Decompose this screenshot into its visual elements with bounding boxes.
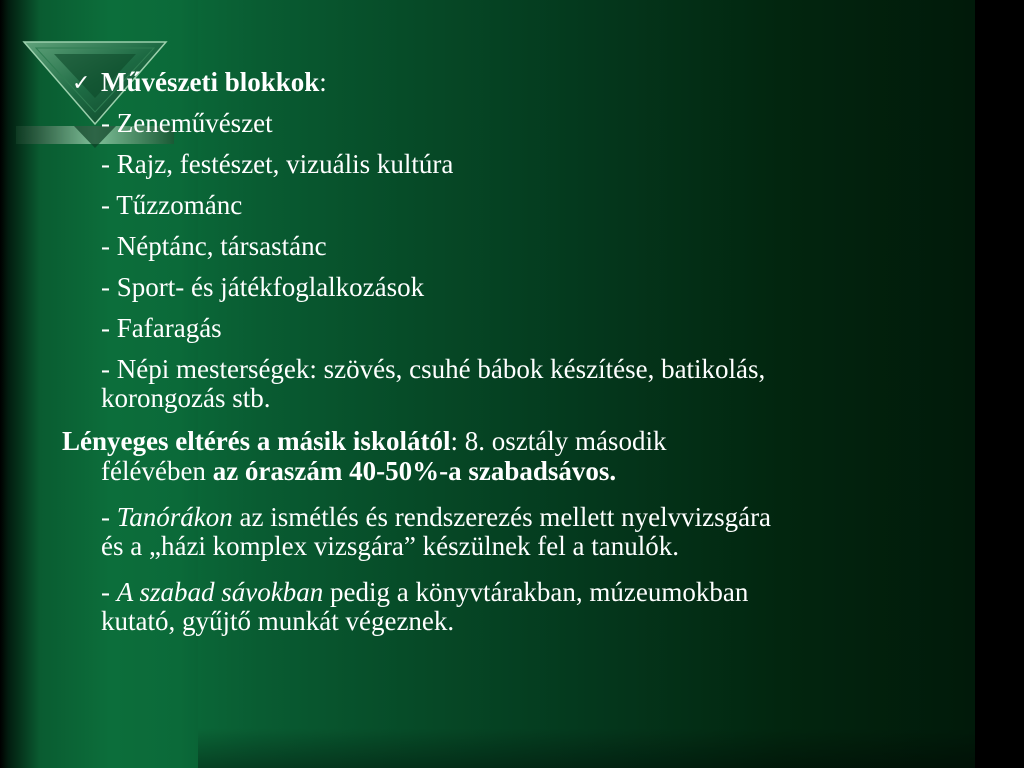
crafts-line-1: - Népi mesterségek: szövés, csuhé bábok készítése, batikolás, (101, 354, 766, 384)
free-bands-line-2: kutató, gyűjtő munkát végeznek. (101, 606, 455, 636)
crafts-line-2: korongozás stb. (101, 383, 271, 413)
difference-rest: : 8. osztály második (450, 426, 667, 456)
difference-line2-bold: az óraszám 40-50%-a szabadsávos. (212, 456, 617, 486)
free-bands-italic: A szabad sávokban (116, 577, 324, 607)
checkmark-bullet-icon: ✓ (72, 70, 91, 95)
difference-line2-plain: félévében (101, 456, 213, 486)
free-bands-rest: pedig a könyvtárakban, múzeumokban (323, 577, 749, 607)
list-item: - Néptánc, társastánc (101, 231, 327, 261)
difference-line-2 (58, 457, 958, 485)
lessons-italic: Tanórákon (116, 502, 233, 532)
right-edge (975, 0, 1024, 768)
free-bands-dash: - (101, 577, 117, 607)
bottom-shade (198, 728, 975, 768)
slide-text (58, 62, 958, 635)
heading-bold: Művészeti blokkok (101, 67, 320, 97)
lessons-rest: az ismétlés és rendszerezés mellett nyelvvizsgára (232, 502, 772, 532)
list-item: - Rajz, festészet, vizuális kultúra (101, 149, 454, 179)
heading-line (58, 62, 958, 103)
list-item: - Fafaragás (101, 313, 222, 343)
list-item: - Tűzzománc (101, 190, 243, 220)
list-item: - Zeneművészet (101, 108, 273, 138)
heading-colon: : (319, 67, 327, 97)
list-item: - Sport- és játékfoglalkozások (101, 272, 425, 302)
lessons-dash: - (101, 502, 117, 532)
lessons-line-2: és a „házi komplex vizsgára” készülnek fel a tanulók. (101, 531, 680, 561)
difference-bold: Lényeges eltérés a másik iskolától (62, 426, 451, 456)
